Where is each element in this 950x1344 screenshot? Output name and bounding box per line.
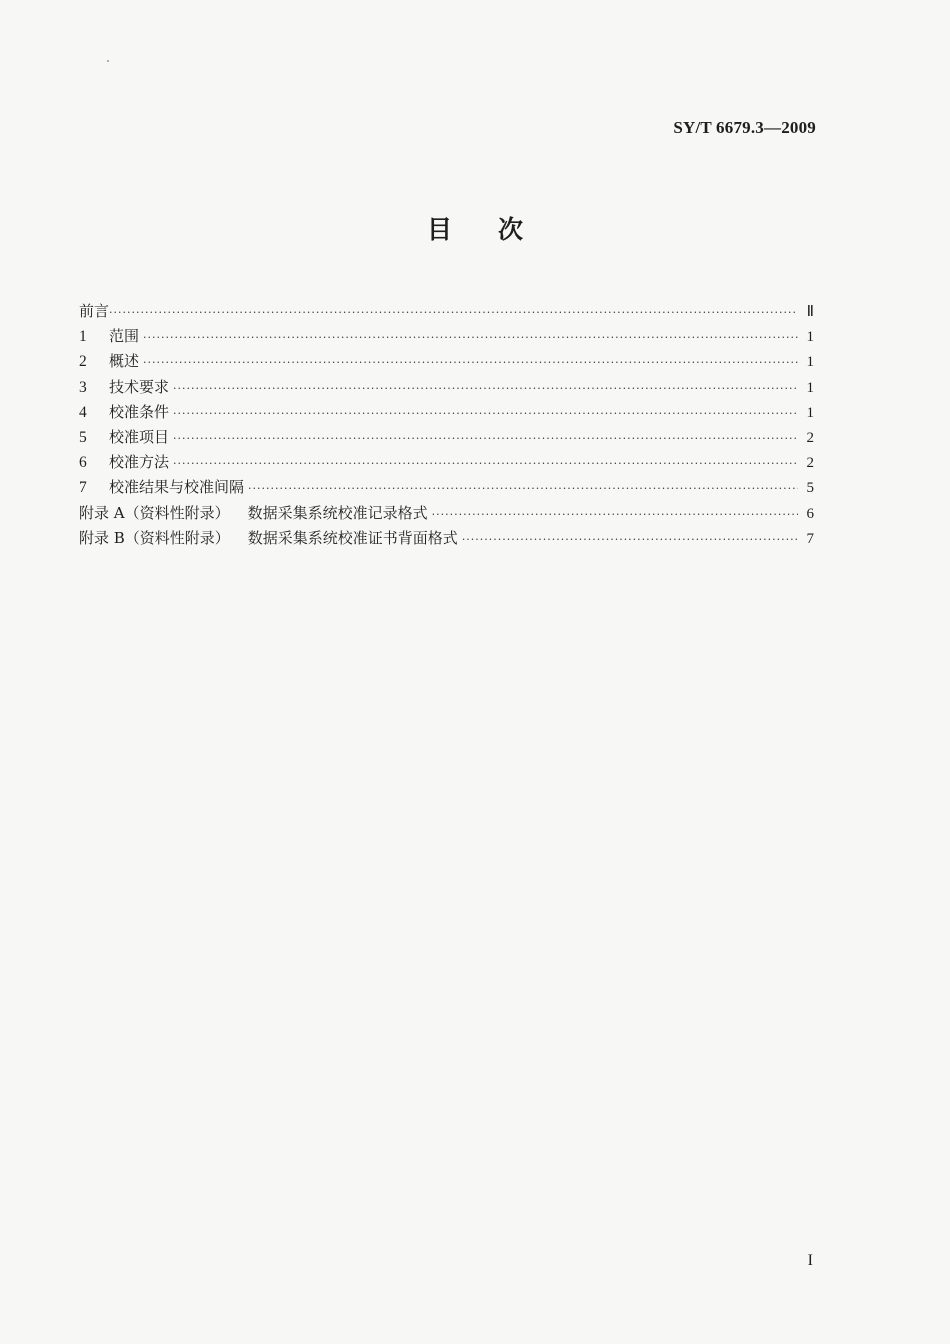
toc-entry-page: 7 [806, 530, 814, 547]
toc-entry-calibration-conditions[interactable] [79, 401, 814, 426]
toc-leader-dots [248, 482, 798, 495]
toc-entry-label: 校准条件 [109, 402, 170, 421]
page-number: I [807, 1252, 813, 1269]
table-of-contents [79, 300, 814, 552]
toc-entry-foreword[interactable] [79, 300, 814, 325]
toc-entry-page: Ⅱ [806, 304, 814, 320]
standard-number: SY/T 6679.3—2009 [673, 118, 816, 137]
toc-entry-page: 1 [806, 329, 814, 346]
toc-entry-number: 2 [79, 353, 87, 371]
toc-leader-dots [109, 306, 798, 319]
toc-entry-page: 1 [806, 404, 814, 421]
toc-leader-dots [173, 407, 798, 420]
toc-entry-subtitle: 数据采集系统校准记录格式 [247, 503, 428, 522]
toc-leader-dots [173, 457, 798, 470]
toc-leader-dots [173, 432, 798, 445]
toc-leader-dots [462, 533, 798, 546]
page-title: 目次 [426, 215, 569, 244]
toc-entry-page: 2 [806, 455, 814, 472]
toc-entry-number: 7 [79, 479, 87, 497]
toc-leader-dots [143, 356, 798, 369]
toc-entry-page: 1 [806, 354, 814, 371]
toc-entry-label: 附录 B（资料性附录） [79, 528, 230, 547]
toc-entry-label: 范围 [109, 327, 140, 346]
toc-entry-page: 6 [806, 505, 814, 522]
toc-entry-label: 概述 [109, 352, 140, 371]
toc-entry-label: 前言 [79, 302, 110, 320]
toc-entry-technical-requirements[interactable] [79, 376, 814, 401]
toc-entry-appendix-b[interactable] [79, 527, 814, 552]
toc-entry-scope[interactable] [79, 325, 814, 350]
toc-leader-dots [173, 382, 798, 395]
toc-entry-results-and-interval[interactable] [79, 476, 814, 501]
scan-speck [107, 60, 109, 62]
toc-entry-subtitle: 数据采集系统校准证书背面格式 [247, 528, 458, 547]
toc-entry-page: 5 [806, 480, 814, 497]
toc-entry-number: 3 [79, 378, 87, 396]
toc-leader-dots [143, 331, 798, 344]
toc-entry-label: 校准结果与校准间隔 [109, 478, 245, 497]
toc-entry-page: 2 [806, 429, 814, 446]
toc-entry-number: 6 [79, 454, 87, 472]
toc-leader-dots [432, 508, 798, 521]
toc-entry-number: 5 [79, 428, 87, 446]
toc-entry-label: 校准方法 [109, 453, 170, 472]
toc-entry-appendix-a[interactable] [79, 502, 814, 527]
toc-entry-calibration-items[interactable] [79, 426, 814, 451]
toc-entry-label: 校准项目 [109, 427, 170, 446]
toc-entry-label: 技术要求 [109, 377, 170, 396]
toc-entry-label: 附录 A（资料性附录） [79, 503, 230, 522]
toc-entry-page: 1 [806, 379, 814, 396]
toc-entry-number: 1 [79, 328, 87, 346]
toc-entry-number: 4 [79, 403, 87, 421]
toc-entry-calibration-methods[interactable] [79, 451, 814, 476]
toc-entry-overview[interactable] [79, 350, 814, 375]
